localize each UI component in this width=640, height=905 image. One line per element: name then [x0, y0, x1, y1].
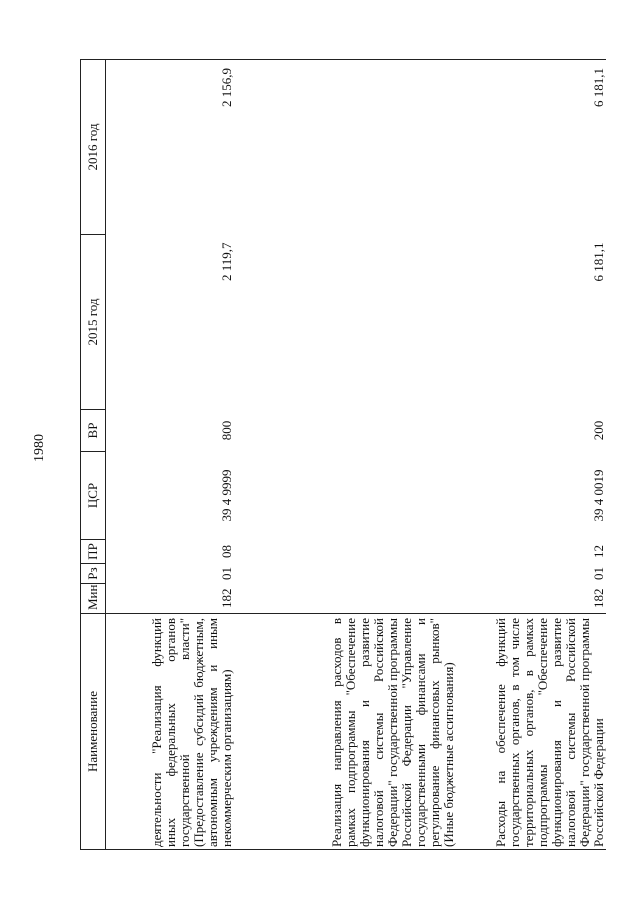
- header-2016: 2016 год: [81, 60, 106, 235]
- row-name-cell: Расходы на обеспечение функций государственных органов, в том числе территориальных органов, в рамках подпрограммы "Обеспечение функционирования и развитие налоговой системы Российской Федерации" государственной программы Российской Федерации: [456, 614, 606, 850]
- table-row: [456, 60, 606, 850]
- header-pr: ПР: [81, 540, 106, 564]
- row-pr-cell: 08: [218, 545, 234, 558]
- row-vr-cell: [234, 410, 456, 452]
- row-rz-cell: 01: [218, 567, 234, 580]
- row-rz-cell: [234, 564, 456, 584]
- row-min-cell: 182: [456, 584, 606, 614]
- row-min-cell: 182: [106, 584, 234, 614]
- row-csr-cell: [234, 452, 456, 540]
- row-pr-cell: 12: [590, 545, 606, 558]
- header-name: Наименование: [81, 614, 106, 850]
- row-2016-cell: 6 181,1: [456, 60, 606, 235]
- row-2016-cell: 2 156,9: [106, 60, 234, 235]
- page-number: 1980: [32, 434, 47, 462]
- rotated-table-container: [80, 60, 605, 850]
- row-2015-cell: [234, 235, 456, 410]
- table-row: [106, 60, 234, 850]
- header-min: Мин: [81, 584, 106, 614]
- row-min-cell: [234, 584, 456, 614]
- row-vr-cell: 800: [218, 420, 234, 441]
- row-rz-cell: 01: [590, 567, 606, 580]
- row-2016-cell: [234, 60, 456, 235]
- header-2015: 2015 год: [81, 235, 106, 410]
- row-csr-cell: 39 4 0019: [590, 469, 606, 522]
- row-vr-cell: 200: [590, 420, 606, 441]
- header-rz: Рз: [81, 564, 106, 584]
- header-vr: ВР: [81, 410, 106, 452]
- row-2015-cell: 6 181,1: [590, 242, 606, 282]
- budget-table: [80, 59, 606, 850]
- header-csr: ЦСР: [81, 452, 106, 540]
- row-csr-cell: 39 4 9999: [218, 469, 234, 522]
- row-pr-cell: [234, 540, 456, 564]
- header-row: [81, 60, 106, 850]
- row-name-cell: деятельности "Реализация функций иных федеральных органов государственной власти" (Предоставление субсидий бюджетным, автономным учреждениям и иным некоммерческим организациям): [106, 614, 234, 850]
- row-name-cell: Реализация направления расходов в рамках подпрограммы "Обеспечение функционирования и развитие налоговой системы Российской Федерации" государственной программы Российской Федерации "Управление государственными финансами и регулирование финансовых рынков" (Иные бюджетные ассигнования): [234, 614, 456, 850]
- table-row: [234, 60, 456, 850]
- row-2015-cell: 2 119,7: [218, 242, 234, 282]
